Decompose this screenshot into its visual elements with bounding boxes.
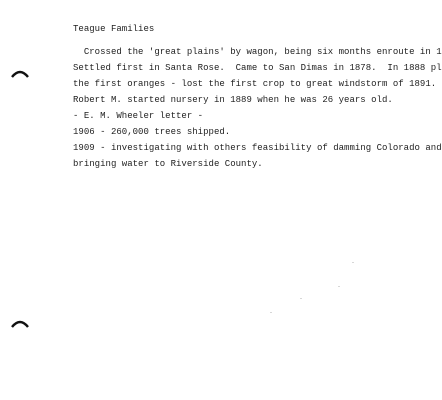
scan-speck (300, 298, 302, 299)
text-line-6: 1906 - 260,000 trees shipped. (73, 127, 231, 137)
scan-speck (338, 286, 340, 287)
punch-hole-mark-bottom (11, 318, 29, 328)
scan-speck (352, 262, 354, 263)
text-line-4: Robert M. started nursery in 1889 when he was 26 years old. (73, 95, 393, 105)
scan-speck (270, 312, 272, 313)
text-line-1: Crossed the 'great plains' by wagon, being six months enroute in 1 (73, 47, 442, 57)
text-line-2: Settled first in Santa Rose. Came to San Dimas in 1878. In 1888 pl (73, 63, 442, 73)
document-title: Teague Families (73, 24, 155, 34)
text-line-7: 1909 - investigating with others feasibility of damming Colorado and (73, 143, 442, 153)
text-line-5: - E. M. Wheeler letter - (73, 111, 204, 121)
text-line-8: bringing water to Riverside County. (73, 159, 263, 169)
punch-hole-mark-top (11, 68, 29, 78)
text-line-3: the first oranges - lost the first crop to great windstorm of 1891. (73, 79, 437, 89)
